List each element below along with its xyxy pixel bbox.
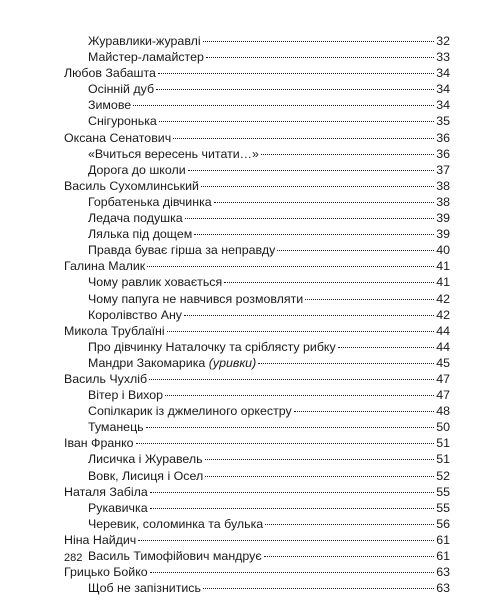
dot-leader [205, 458, 435, 460]
toc-work-entry [64, 274, 450, 290]
toc-entry-title [88, 387, 163, 403]
dot-leader [173, 137, 434, 139]
toc-author-entry [64, 323, 450, 339]
toc-entry-title [64, 258, 145, 274]
toc-entry-page: 47 [436, 388, 450, 403]
toc-work-entry [64, 355, 450, 371]
toc-work-entry [64, 548, 450, 564]
dot-leader [146, 426, 435, 428]
toc-work-entry [64, 580, 450, 596]
toc-author-entry [64, 484, 450, 500]
toc-author-entry [64, 371, 450, 387]
toc-entry-title [88, 500, 148, 516]
toc-entry-title-text: «Вчиться вересень читати…» [88, 146, 259, 161]
toc-entry-title-text: Ледача подушка [88, 211, 183, 226]
toc-author-entry [64, 564, 450, 580]
toc-entry-title-text: Вовк, Лисиця і Осел [88, 468, 204, 483]
toc-entry-page: 48 [436, 404, 450, 419]
toc-work-entry [64, 49, 450, 65]
dot-leader [338, 346, 435, 348]
toc-author-entry [64, 178, 450, 194]
toc-entry-title-text: Василь Сухомлинський [64, 178, 199, 193]
toc-entry-page: 40 [436, 243, 450, 258]
toc-entry-title [64, 371, 147, 387]
toc-entry-page: 32 [436, 34, 450, 48]
toc-work-entry [64, 403, 450, 419]
toc-entry-title [88, 468, 203, 484]
toc-entry-title-text: Лялька під дощем [88, 227, 193, 242]
toc-entry-page: 45 [436, 355, 450, 370]
toc-work-entry [64, 210, 450, 226]
toc-entry-title-text: Грицько Бойко [64, 565, 148, 580]
toc-entry-title-text: Осінній дуб [88, 82, 155, 97]
toc-entry-page: 34 [436, 66, 450, 81]
toc-entry-title [88, 307, 182, 323]
toc-entry-title [88, 162, 186, 178]
toc-entry-page: 63 [436, 581, 450, 596]
dot-leader [206, 56, 434, 58]
toc-work-entry [64, 113, 450, 129]
toc-entry-title [88, 81, 154, 97]
dot-leader [203, 40, 435, 42]
toc-entry-title [88, 194, 212, 210]
dot-leader [305, 298, 434, 300]
toc-entry-title-text: Королівство Ану [88, 307, 182, 322]
toc-entry-title [88, 210, 183, 226]
toc-entry-title-text: Іван Франко [64, 436, 134, 451]
toc-entry-title-text: Туманець [88, 420, 144, 435]
toc-entry-title [88, 97, 131, 113]
toc-entry-title-text: Чому папуга не навчився розмовляти [88, 291, 304, 306]
dot-leader [159, 120, 434, 122]
toc-entry-title [88, 516, 263, 532]
toc-entry-title [88, 226, 192, 242]
toc-work-entry [64, 226, 450, 242]
dot-leader [133, 104, 434, 106]
toc-work-entry [64, 81, 450, 97]
toc-entry-title-text: Микола Трублаїні [64, 323, 165, 338]
toc-entry-page: 41 [436, 275, 450, 290]
toc-entry-page: 56 [436, 516, 450, 531]
toc-entry-title-text: Сопілкарик із джмелиного оркестру [88, 404, 292, 419]
toc-entry-title [88, 403, 292, 419]
toc-author-entry [64, 258, 450, 274]
toc-entry-title-text: Зимове [88, 98, 132, 113]
toc-work-entry [64, 162, 450, 178]
toc-entry-page: 51 [436, 436, 450, 451]
toc-work-entry [64, 500, 450, 516]
page-number: 282 [64, 552, 83, 564]
toc-entry-page: 36 [436, 130, 450, 145]
toc-entry-title [88, 113, 157, 129]
toc-entry-page: 35 [436, 114, 450, 129]
dot-leader [205, 475, 434, 477]
toc-entry-page: 37 [436, 162, 450, 177]
toc-entry-title-text: Вітер і Вихор [88, 388, 163, 403]
dot-leader [203, 587, 434, 589]
dot-leader [156, 88, 434, 90]
toc-entry-page: 51 [436, 452, 450, 467]
toc-entry-title [88, 451, 203, 467]
dot-leader [184, 314, 434, 316]
toc-entry-title [88, 242, 275, 258]
toc-entry-title-text: Майстер-ламайстер [88, 50, 204, 65]
toc-work-entry [64, 194, 450, 210]
toc-entry-page: 63 [436, 565, 450, 580]
toc-work-entry [64, 451, 450, 467]
toc-entry-title-text: Снігуронька [88, 114, 157, 129]
toc-work-entry [64, 33, 450, 49]
toc-entry-title-text: Василь Тимофійович мандрує [88, 549, 262, 563]
dot-leader [136, 442, 435, 444]
toc-entry-title-text: Рукавичка [88, 500, 148, 515]
toc-work-entry [64, 307, 450, 323]
dot-leader [138, 539, 434, 541]
toc-work-entry [64, 419, 450, 435]
toc-entry-title [88, 355, 256, 371]
dot-leader [194, 233, 434, 235]
toc-entry-page: 34 [436, 82, 450, 97]
dot-leader [188, 169, 435, 171]
toc-work-entry [64, 242, 450, 258]
toc-author-entry [64, 65, 450, 81]
dot-leader [224, 281, 434, 283]
toc-entry-title [88, 419, 144, 435]
toc-entry-title [64, 564, 148, 580]
toc-entry-title [64, 323, 165, 339]
dot-leader [265, 523, 434, 525]
toc-entry-page: 38 [436, 194, 450, 209]
toc-entry-title-text: Мандри Закомарика [88, 355, 206, 370]
toc-work-entry [64, 146, 450, 162]
dot-leader [201, 185, 434, 187]
toc-entry-title [64, 178, 199, 194]
toc-work-entry [64, 516, 450, 532]
toc-entry-title [88, 49, 204, 65]
toc-entry-page: 36 [436, 146, 450, 161]
toc-entry-page: 39 [436, 227, 450, 242]
toc-author-entry [64, 435, 450, 451]
toc-entry-page: 42 [436, 307, 450, 322]
toc-entry-title-text: Журавлики-журавлі [88, 34, 201, 48]
toc-entry-title-text: Горбатенька дівчинка [88, 194, 212, 209]
toc-entry-title [88, 146, 259, 162]
toc-entry-title-italic: (уривки) [208, 355, 257, 370]
toc-entry-title [64, 435, 134, 451]
toc-entry-page: 55 [436, 500, 450, 515]
toc-entry-page: 44 [436, 339, 450, 354]
dot-leader [277, 249, 434, 251]
toc-entry-title-text: Щоб не запізнитись [88, 581, 201, 596]
toc-entry-title-text: Чому равлик ховається [88, 275, 223, 290]
toc-entry-title [64, 130, 171, 146]
toc-entry-page: 39 [436, 211, 450, 226]
dot-leader [261, 153, 434, 155]
toc-entry-page: 38 [436, 178, 450, 193]
toc-entry-title [88, 274, 222, 290]
toc-entry-title [64, 65, 156, 81]
dot-leader [294, 410, 435, 412]
table-of-contents [64, 33, 450, 596]
toc-entry-title-text: Галина Малик [64, 259, 146, 274]
toc-entry-page: 34 [436, 98, 450, 113]
toc-entry-page: 61 [436, 549, 450, 563]
toc-entry-title-text: Василь Чухліб [64, 371, 148, 386]
dot-leader [264, 555, 435, 557]
toc-entry-title-text: Любов Забашта [64, 66, 156, 81]
toc-work-entry [64, 339, 450, 355]
toc-entry-page: 42 [436, 291, 450, 306]
toc-entry-title-text: Про дівчинку Наталочку та сріблясту рибку [88, 339, 336, 354]
toc-entry-title [88, 580, 201, 596]
toc-entry-title [88, 291, 303, 307]
dot-leader [165, 394, 434, 396]
toc-entry-page: 55 [436, 484, 450, 499]
toc-entry-page: 61 [436, 532, 450, 547]
toc-entry-title-text: Дорога до школи [88, 162, 186, 177]
toc-entry-page: 44 [436, 323, 450, 338]
toc-work-entry [64, 291, 450, 307]
dot-leader [150, 571, 435, 573]
toc-entry-title-text: Лисичка і Журавель [88, 452, 203, 467]
dot-leader [147, 265, 434, 267]
dot-leader [150, 507, 435, 509]
dot-leader [214, 201, 435, 203]
toc-entry-title-text: Правда буває гірша за неправду [88, 243, 276, 258]
toc-entry-title-text: Ніна Найдич [64, 532, 137, 547]
toc-entry-title-text: Оксана Сенатович [64, 130, 172, 145]
dot-leader [258, 362, 434, 364]
toc-entry-title-text: Черевик, соломинка та булька [88, 516, 264, 531]
toc-author-entry [64, 130, 450, 146]
dot-leader [149, 378, 434, 380]
toc-entry-title [88, 548, 262, 564]
toc-entry-page: 41 [436, 259, 450, 274]
toc-entry-title [88, 33, 201, 49]
toc-entry-page: 52 [436, 468, 450, 483]
toc-work-entry [64, 468, 450, 484]
toc-author-entry [64, 532, 450, 548]
toc-work-entry [64, 97, 450, 113]
toc-entry-title-text: Наталя Забіла [64, 484, 148, 499]
toc-entry-title [88, 339, 336, 355]
toc-entry-page: 50 [436, 420, 450, 435]
dot-leader [185, 217, 435, 219]
toc-entry-title [64, 484, 148, 500]
toc-work-entry [64, 387, 450, 403]
dot-leader [150, 491, 434, 493]
toc-entry-page: 47 [436, 371, 450, 386]
toc-entry-page: 33 [436, 50, 450, 65]
dot-leader [167, 330, 435, 332]
dot-leader [158, 72, 434, 74]
toc-entry-title [64, 532, 136, 548]
